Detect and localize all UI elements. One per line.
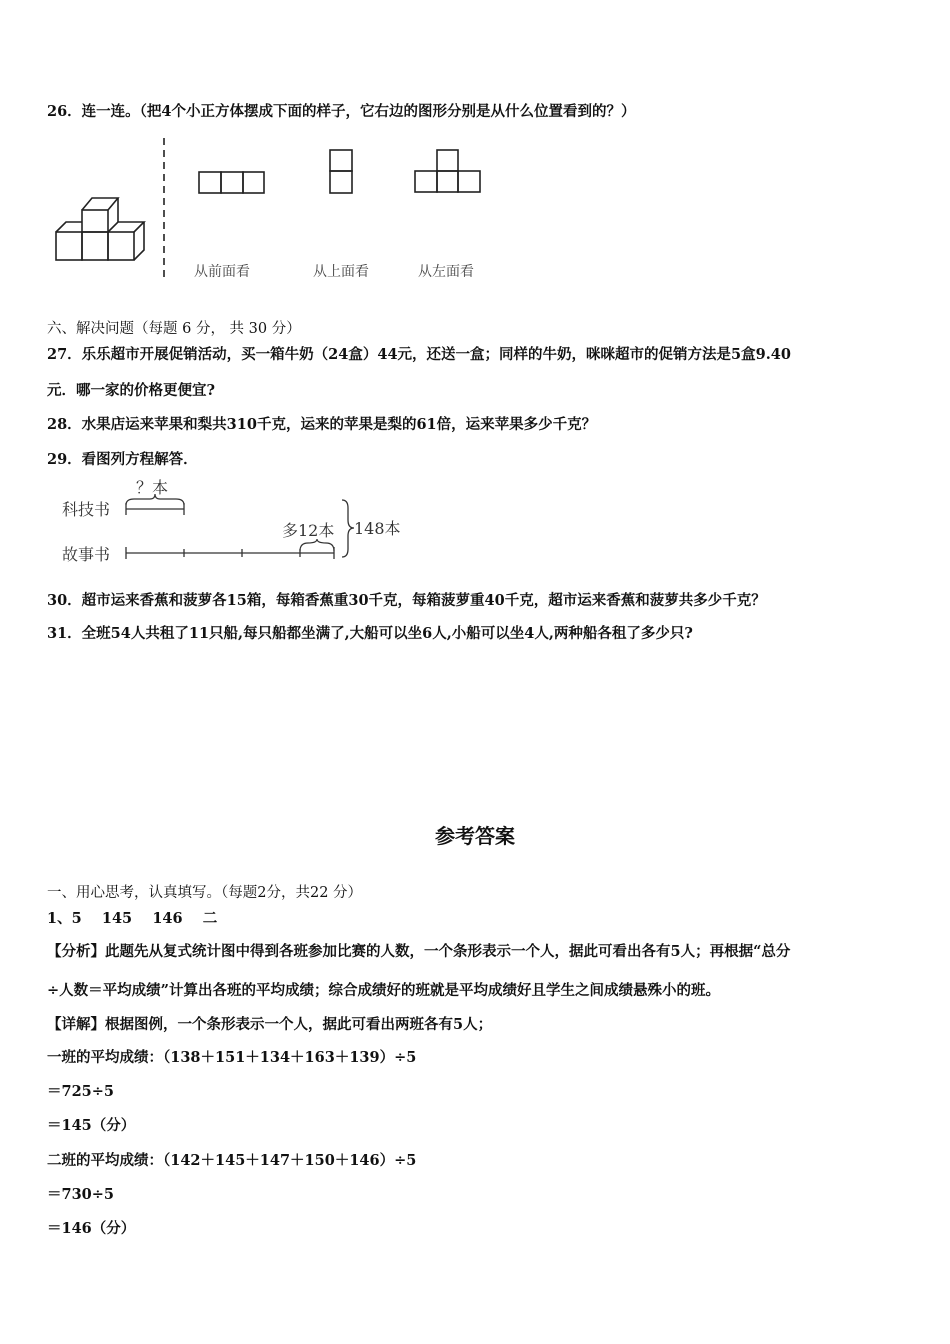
section-6-heading: 六、解决问题（每题 6 分， 共 30 分） xyxy=(47,321,301,337)
answer-section-1-heading: 一、用心思考，认真填写。（每题2分，共22 分） xyxy=(47,885,363,901)
analysis-line2: ÷人数＝平均成绩”计算出各班的平均成绩；综合成绩好的班就是平均成绩好且学生之间成绩悬殊小的班。 xyxy=(47,982,720,999)
question-28: 28．水果店运来苹果和梨共310千克，运来的苹果是梨的61倍，运来苹果多少千克？ xyxy=(47,416,597,433)
question-30: 30．超市运来香蕉和菠萝各15箱，每箱香蕉重30千克，每箱菠萝重40千克，超市运来香蕉和菠萝共多少千克？ xyxy=(47,592,766,609)
class1-result: ＝145（分） xyxy=(47,1117,136,1134)
view-label-top: 从上面看 xyxy=(313,264,369,280)
top-view-figure xyxy=(330,150,352,193)
cube-stack-figure xyxy=(56,198,144,260)
brace-total xyxy=(342,500,354,557)
question-31: 31．全班54人共租了11只船,每只船都坐满了,大船可以坐6人,小船可以坐4人,两种船各租了多少只? xyxy=(47,625,693,642)
question-27-line1: 27．乐乐超市开展促销活动，买一箱牛奶（24盒）44元，还送一盒；同样的牛奶，咪咪超市的促销方法是5盒9.40 xyxy=(47,346,791,363)
brace-more xyxy=(300,539,334,551)
label-unknown: ？本 xyxy=(136,478,169,497)
view-label-front: 从前面看 xyxy=(194,264,250,280)
answer-1: 1、5 145 146 二 xyxy=(47,910,218,927)
class2-average-formula: 二班的平均成绩：（142＋145＋147＋150＋146）÷5 xyxy=(47,1152,417,1169)
class2-result: ＝146（分） xyxy=(47,1220,136,1237)
brace-unknown xyxy=(126,494,184,505)
class2-step: ＝730÷5 xyxy=(47,1186,115,1203)
label-science-books: 科技书 xyxy=(62,500,111,519)
analysis-line1: 【分析】此题先从复式统计图中得到各班参加比赛的人数，一个条形表示一个人，据此可看出各有5人；再根据“总分 xyxy=(47,943,791,960)
front-view-figure xyxy=(199,172,264,193)
segment-diagram xyxy=(62,478,401,564)
label-story-books: 故事书 xyxy=(62,545,111,564)
left-view-figure xyxy=(415,150,480,192)
label-total: 148本 xyxy=(354,519,401,538)
answer-title: 参考答案 xyxy=(435,824,515,848)
detail-line: 【详解】根据图例，一个条形表示一个人，据此可看出两班各有5人； xyxy=(47,1016,493,1033)
question-29: 29．看图列方程解答． xyxy=(47,451,198,468)
class1-step: ＝725÷5 xyxy=(47,1083,115,1100)
label-more: 多12本 xyxy=(282,521,335,540)
question-26: 26．连一连。（把4个小正方体摆成下面的样子，它右边的图形分别是从什么位置看到的？） xyxy=(47,103,636,120)
question-27-line2: 元．哪一家的价格更便宜? xyxy=(47,382,215,399)
view-label-left: 从左面看 xyxy=(418,264,474,280)
class1-average-formula: 一班的平均成绩：（138＋151＋134＋163＋139）÷5 xyxy=(47,1049,417,1066)
